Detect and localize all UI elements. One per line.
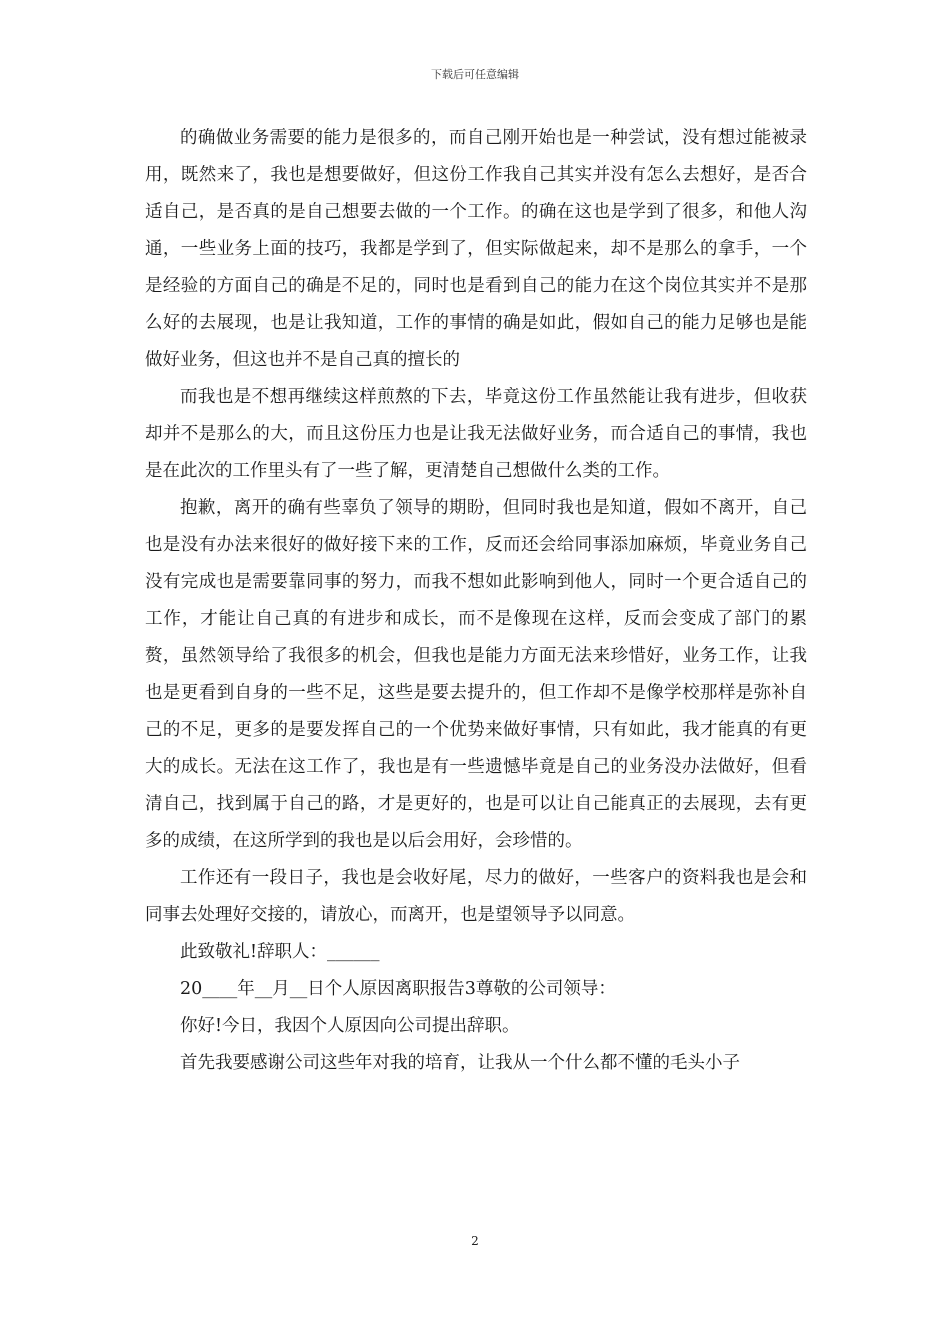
- paragraph-3: 抱歉，离开的确有些辜负了领导的期盼，但同时我也是知道，假如不离开，自己也是没有办法来很好的做好接下来的工作，反而还会给同事添加麻烦，毕竟业务自己没有完成也是需要靠同事的努力，而我不想如此影响到他人，同时一个更合适自己的工作，才能让自己真的有进步和成长，而不是像现在这样，反而会变成了部门的累赘，虽然领导给了我很多的机会，但我也是能力方面无法来珍惜好，业务工作，让我也是更看到自身的一些不足，这些是要去提升的，但工作却不是像学校那样是弥补自己的不足，更多的是要发挥自己的一个优势来做好事情，只有如此，我才能真的有更大的成长。无法在这工作了，我也是有一些遗憾毕竟是自己的业务没办法做好，但看清自己，找到属于自己的路，才是更好的，也是可以让自己能真正的去展现，去有更多的成绩，在这所学到的我也是以后会用好，会珍惜的。: [145, 498, 807, 851]
- paragraph-4: 工作还有一段日子，我也是会收好尾，尽力的做好，一些客户的资料我也是会和同事去处理好交接的，请放心，而离开，也是望领导予以同意。: [145, 868, 807, 925]
- date-and-salutation-line: 20____年__月__日个人原因离职报告3尊敬的公司领导：: [180, 979, 616, 999]
- document-body: [145, 120, 807, 1082]
- paragraph-thanks: 首先我要感谢公司这些年对我的培育，让我从一个什么都不懂的毛头小子: [180, 1053, 740, 1073]
- page-number: 2: [471, 1234, 479, 1248]
- paragraph-1: 的确做业务需要的能力是很多的，而自己刚开始也是一种尝试，没有想过能被录用，既然来了，我也是想要做好，但这份工作我自己其实并没有怎么去想好，是否合适自己，是否真的是自己想要去做的一个工作。的确在这也是学到了很多，和他人沟通，一些业务上面的技巧，我都是学到了，但实际做起来，却不是那么的拿手，一个是经验的方面自己的确是不足的，同时也是看到自己的能力在这个岗位其实并不是那么好的去展现，也是让我知道，工作的事情的确是如此，假如自己的能力足够也是能做好业务，但这也并不是自己真的擅长的: [145, 128, 807, 370]
- page-header: 下载后可任意编辑: [431, 68, 519, 81]
- closing-signature-line: 此致敬礼!辞职人：______: [180, 942, 380, 962]
- paragraph-2: 而我也是不想再继续这样煎熬的下去，毕竟这份工作虽然能让我有进步，但收获却并不是那么的大，而且这份压力也是让我无法做好业务，而合适自己的事情，我也是在此次的工作里头有了一些了解，更清楚自己想做什么类的工作。: [145, 387, 807, 481]
- greeting-line: 你好!今日，我因个人原因向公司提出辞职。: [180, 1016, 520, 1036]
